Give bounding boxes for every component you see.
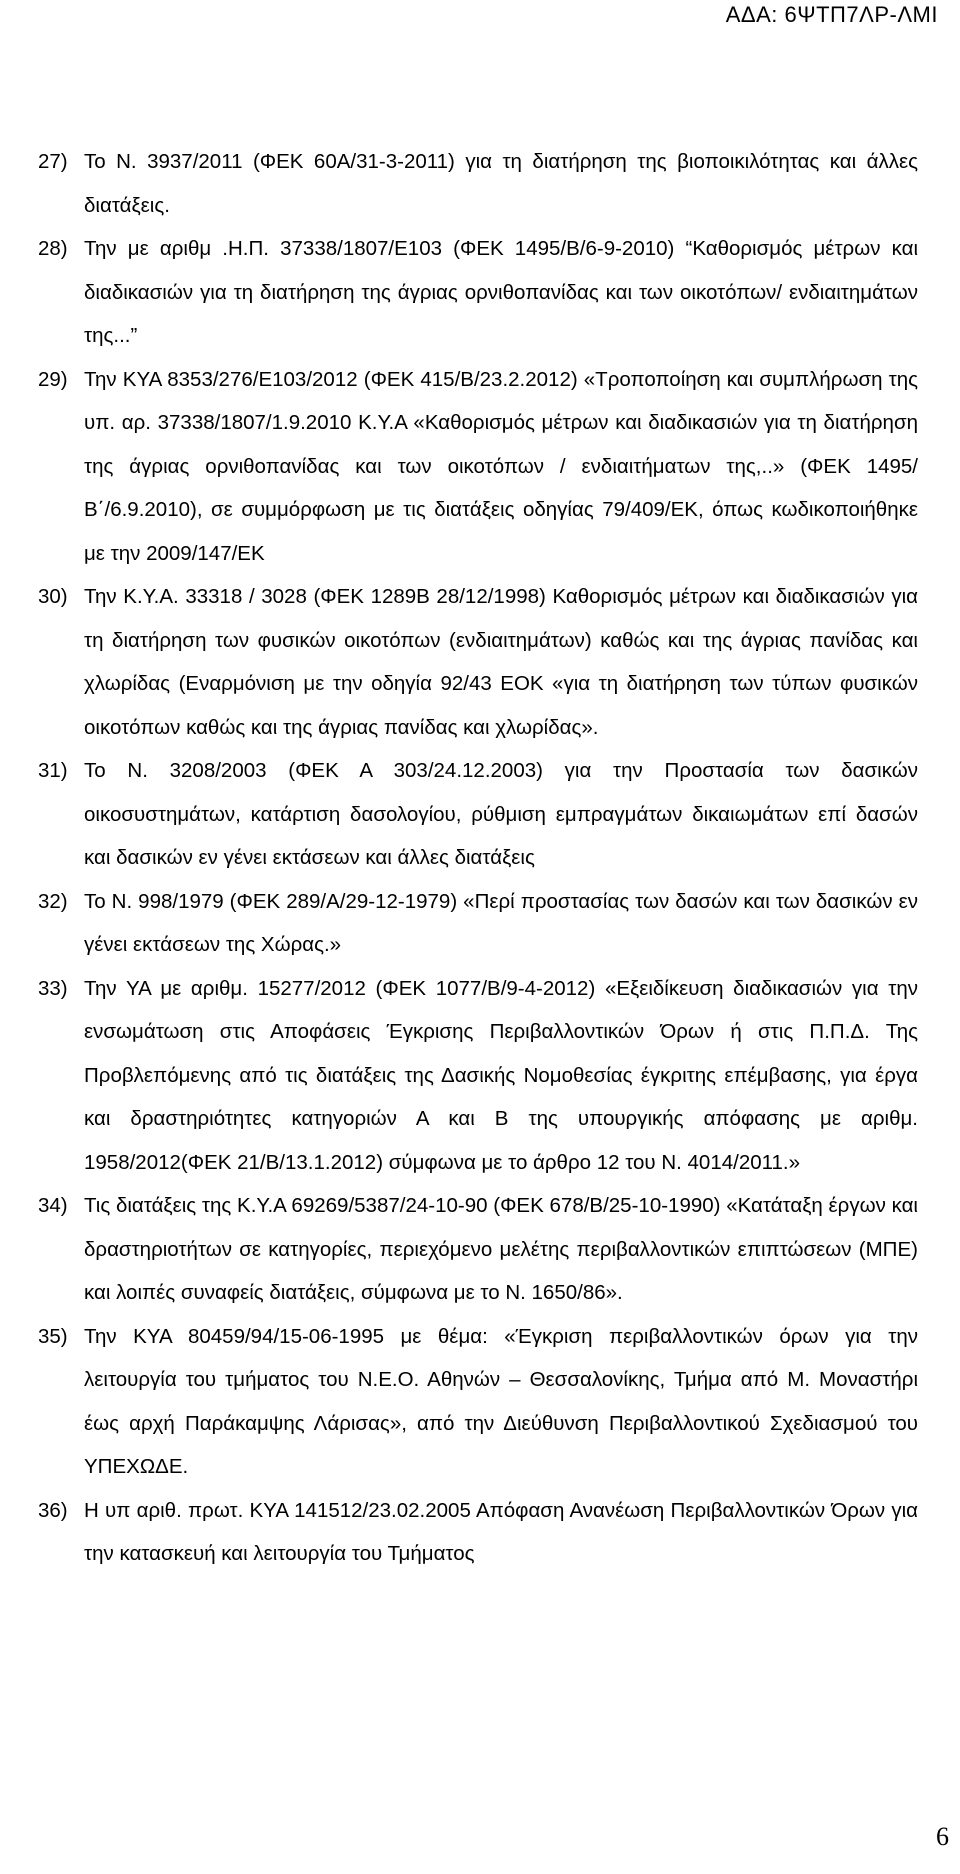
item-number: 34) (38, 1194, 68, 1217)
list-item (38, 575, 918, 749)
list-item (38, 967, 918, 1185)
item-number: 35) (38, 1324, 68, 1348)
list-item (38, 1489, 918, 1576)
list-item (38, 880, 918, 967)
item-text: Την Κ.Υ.Α. 33318 / 3028 (ΦΕΚ 1289Β 28/12/1998) Καθορισμός μέτρων και διαδικασιών για τη διατήρηση των φυσικών οικοτόπων (ενδιαιτημάτων) καθώς και της άγριας πανίδας και χλωρίδας (Εναρμόνιση με την οδηγία 92/43 ΕΟΚ «για τη διατήρηση των τύπων φυσικών οικοτόπων καθώς και της άγριας πανίδας και χλωρίδας». (84, 585, 918, 739)
item-text: Το Ν. 3937/2011 (ΦΕΚ 60Α/31-3-2011) για τη διατήρηση της βιοποικιλότητας και άλλες διατάξεις. (84, 150, 918, 217)
item-text: Την με αριθμ .Η.Π. 37338/1807/Ε103 (ΦΕΚ 1495/Β/6-9-2010) “Καθορισμός μέτρων και διαδικασιών για τη διατήρηση της άγριας ορνιθοπανίδας και των οικοτόπων/ ενδιαιτημάτων της...” (84, 237, 918, 347)
list-item (38, 1315, 918, 1489)
list-item (38, 227, 918, 358)
list-item (38, 1184, 918, 1315)
item-number: 33) (38, 976, 68, 1000)
item-number: 29) (38, 367, 68, 391)
item-number: 30) (38, 585, 68, 608)
item-number: 31) (38, 759, 68, 782)
document-code-header: ΑΔΑ: 6ΨΤΠ7ΛΡ-ΛΜΙ (725, 2, 938, 27)
item-text: Το Ν. 998/1979 (ΦΕΚ 289/Α/29-12-1979) «Περί προστασίας των δασών και των δασικών εν γένει εκτάσεων της Χώρας.» (84, 889, 918, 956)
item-text: Το Ν. 3208/2003 (ΦΕΚ Α 303/24.12.2003) για την Προστασία των δασικών οικοσυστημάτων, κατάρτιση δασολογίου, ρύθμιση εμπραγμάτων δικαιωμάτων επί δασών και δασικών εν γένει εκτάσεων και άλλες διατάξεις (84, 759, 918, 869)
item-number: 28) (38, 237, 68, 260)
list-item (38, 749, 918, 880)
legal-references-list (38, 140, 918, 1576)
item-text: Η υπ αριθ. πρωτ. ΚΥΑ 141512/23.02.2005 Απόφαση Ανανέωση Περιβαλλοντικών Όρων για την κατασκευή και λειτουργία του Τμήματος (84, 1498, 918, 1565)
item-text: Τις διατάξεις της Κ.Υ.Α 69269/5387/24-10-90 (ΦΕΚ 678/Β/25-10-1990) «Κατάταξη έργων και δραστηριοτήτων σε κατηγορίες, περιεχόμενο μελέτης περιβαλλοντικών επιπτώσεων (ΜΠΕ) και λοιπές συναφείς διατάξεις, σύμφωνα με το Ν. 1650/86». (84, 1194, 918, 1304)
page-number: 6 (936, 1822, 949, 1851)
item-number: 36) (38, 1498, 68, 1522)
item-number: 32) (38, 889, 68, 913)
item-number: 27) (38, 150, 68, 173)
list-item (38, 358, 918, 576)
item-text: Την ΥΑ με αριθμ. 15277/2012 (ΦΕΚ 1077/Β/9-4-2012) «Εξειδίκευση διαδικασιών για την ενσωμάτωση στις Αποφάσεις Έγκρισης Περιβαλλοντικών Όρων ή στις Π.Π.Δ. Της Προβλεπόμενης από τις διατάξεις της Δασικής Νομοθεσίας έγκριτης επέμβασης, για έργα και δραστηριότητες κατηγοριών Α και Β της υπουργικής απόφασης με αριθμ. 1958/2012(ΦΕΚ 21/Β/13.1.2012) σύμφωνα με το άρθρο 12 του Ν. 4014/2011.» (84, 976, 918, 1174)
item-text: Την ΚΥΑ 80459/94/15-06-1995 με θέμα: «Έγκριση περιβαλλοντικών όρων για την λειτουργία του τμήματος του Ν.Ε.Ο. Αθηνών – Θεσσαλονίκης, Τμήμα από Μ. Μοναστήρι έως αρχή Παράκαμψης Λάρισας», από την Διεύθυνση Περιβαλλοντικού Σχεδιασμού του ΥΠΕΧΩΔΕ. (84, 1324, 918, 1478)
item-text: Την ΚΥΑ 8353/276/Ε103/2012 (ΦΕΚ 415/Β/23.2.2012) «Τροποποίηση και συμπλήρωση της υπ. αρ. 37338/1807/1.9.2010 Κ.Υ.Α «Καθορισμός μέτρων και διαδικασιών για τη διατήρηση της άγριας ορνιθοπανίδας και των οικοτόπων / ενδιαιτήματων της,..» (ΦΕΚ 1495/Β΄/6.9.2010), σε συμμόρφωση με τις διατάξεις οδηγίας 79/409/ΕΚ, όπως κωδικοποιήθηκε με την 2009/147/ΕΚ (84, 367, 918, 565)
list-item (38, 140, 918, 227)
